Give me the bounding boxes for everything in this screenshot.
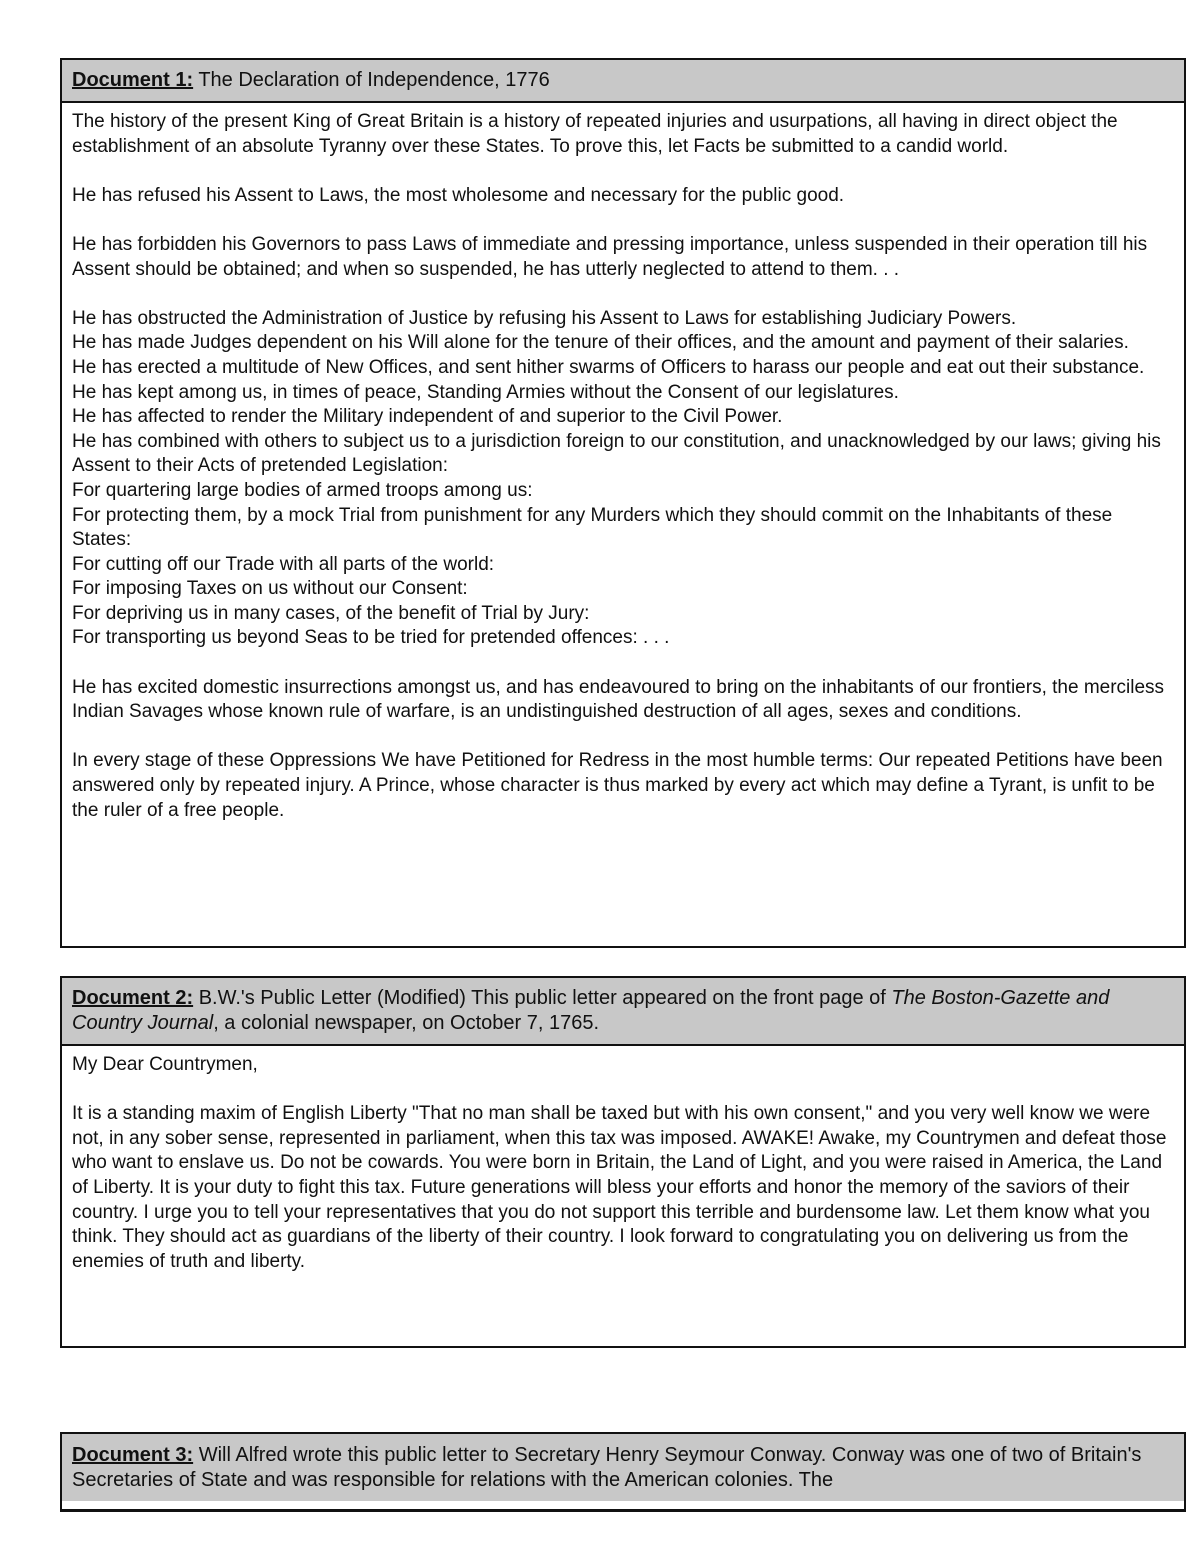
document-2-title: B.W.'s Public Letter (Modified) This public letter appeared on the front page of: [198, 987, 892, 1009]
document-1-paragraph: He has refused his Assent to Laws, the most wholesome and necessary for the public good.: [72, 184, 845, 206]
document-1-paragraph: He has forbidden his Governors to pass Laws of immediate and pressing importance, unless suspended in their operation till his Assent should be obtained; and when so suspended, he has utterly neglected to attend to them. . .: [72, 233, 1148, 280]
newspaper-title: The Boston-Gazette and Country Journal: [72, 987, 1110, 1034]
grievance-line: He has combined with others to subject us to a jurisdiction foreign to our constitution, and unacknowledged by our laws; giving his Assent to their Acts of pretended Legislation:: [72, 430, 1161, 477]
document-1-grievance-list: [72, 307, 1174, 651]
document-1-paragraph: In every stage of these Oppressions We have Petitioned for Redress in the most humble terms: Our repeated Petitions have been answered only by repeated injury. A Prince, whose character is thus marked by every act which may define a Tyrant, is unfit to be the ruler of a free people.: [72, 750, 1163, 821]
document-1-title: The Declaration of Independence, 1776: [198, 69, 550, 91]
grievance-line: He has obstructed the Administration of Justice by refusing his Assent to Laws for establishing Judiciary Powers.: [72, 307, 1017, 329]
document-2-body: [62, 1046, 1184, 1274]
document-1-box: [60, 58, 1186, 948]
grievance-line: For quartering large bodies of armed troops among us:: [72, 479, 533, 501]
document-2-title-end: , a colonial newspaper, on October 7, 1765.: [213, 1012, 599, 1034]
document-2-header: [62, 978, 1184, 1046]
document-2-box: [60, 976, 1186, 1348]
document-1-paragraph: The history of the present King of Great Britain is a history of repeated injuries and usurpations, all having in direct object the establishment of an absolute Tyranny over these States. To prove this, let Facts be submitted to a candid world.: [72, 111, 1118, 157]
document-1-label: Document 1:: [72, 69, 194, 91]
grievance-line: For imposing Taxes on us without our Consent:: [72, 578, 468, 600]
document-3-label: Document 3:: [72, 1444, 194, 1466]
grievance-line: He has affected to render the Military independent of and superior to the Civil Power.: [72, 406, 783, 428]
grievance-line: For transporting us beyond Seas to be tried for pretended offences: . . .: [72, 627, 670, 649]
document-1-body: [62, 103, 1184, 823]
document-1-header: [62, 60, 1184, 103]
grievance-line: He has made Judges dependent on his Will alone for the tenure of their offices, and the amount and payment of their salaries.: [72, 332, 1129, 354]
letter-body: It is a standing maxim of English Liberty "That no man shall be taxed but with his own consent," and you very well know we were not, in any sober sense, represented in parliament, when this tax was imposed. AWAKE! Awake, my Countrymen and defeat those who want to enslave us. Do not be cowards. You were born in Britain, the Land of Light, and you were raised in America, the Land of Liberty. It is your duty to fight this tax. Future generations will bless your efforts and honor the memory of the saviors of their country. I urge you to tell your representatives that you do not support this terrible and burdensome law. Let them know what you think. They should act as guardians of the liberty of their country. I look forward to congratulating you on delivering us from the enemies of truth and liberty.: [72, 1103, 1167, 1272]
document-2-label: Document 2:: [72, 987, 194, 1009]
grievance-line: For protecting them, by a mock Trial from punishment for any Murders which they should commit on the Inhabitants of these States:: [72, 504, 1113, 551]
grievance-line: For cutting off our Trade with all parts of the world:: [72, 553, 495, 575]
grievance-line: For depriving us in many cases, of the benefit of Trial by Jury:: [72, 602, 590, 624]
document-1-paragraph: He has excited domestic insurrections amongst us, and has endeavoured to bring on the inhabitants of our frontiers, the merciless Indian Savages whose known rule of warfare, is an undistinguished destruction of all ages, sexes and conditions.: [72, 676, 1165, 723]
document-3-title: Will Alfred wrote this public letter to Secretary Henry Seymour Conway. Conway was one of two of Britain's Secretaries of State and was responsible for relations with the American colonies. The: [72, 1444, 1142, 1491]
grievance-line: He has kept among us, in times of peace, Standing Armies without the Consent of our legislatures.: [72, 381, 899, 403]
grievance-line: He has erected a multitude of New Offices, and sent hither swarms of Officers to harass our people and eat out their substance.: [72, 356, 1145, 378]
letter-salutation: My Dear Countrymen,: [72, 1054, 258, 1075]
document-3-box: [60, 1432, 1186, 1512]
document-3-header: [62, 1434, 1184, 1501]
